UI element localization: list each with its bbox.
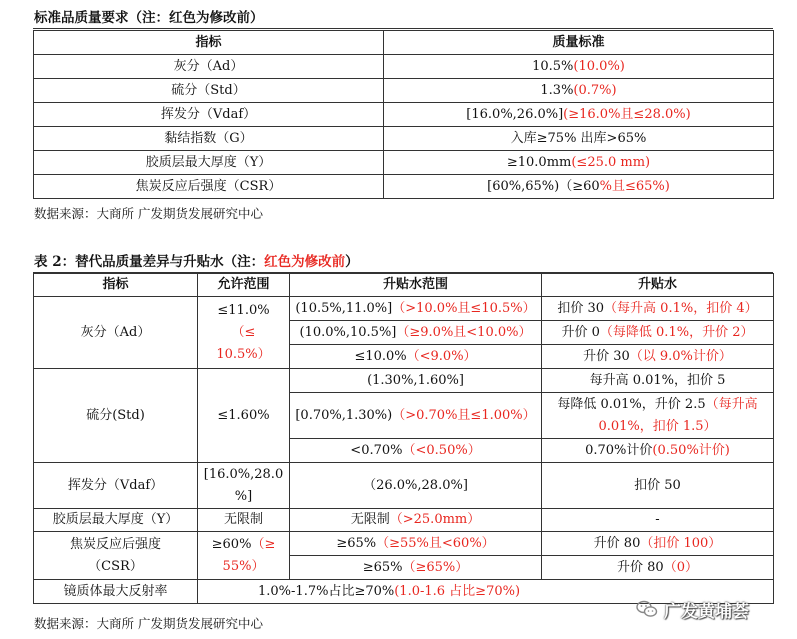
table2-mirror-value: 1.0%-1.7%占比≥70%(1.0-1.6 占比≥70%) (198, 580, 774, 604)
table2-ash-range-2: (10.0%,10.5%]（≥9.0%且<10.0%） (290, 321, 542, 345)
table2-sulfur-premium-2: 每降低 0.01%，升价 2.5（每升高 0.01%，扣价 1.5） (542, 393, 774, 439)
table2-y-range: 无限制（>25.0mm） (290, 509, 542, 532)
table1-row-y-value: ≥10.0mm(≤25.0 mm) (384, 151, 774, 175)
watermark (636, 596, 786, 622)
table2-csr-premium-1: 升价 80（扣价 100） (542, 532, 774, 556)
table1-row-volatile-value: [16.0%,26.0%](≥16.0%且≤28.0%) (384, 103, 774, 127)
table2-csr-range-2: ≥65%（≥65%） (290, 556, 542, 580)
table1-row-volatile-name: 挥发分（Vdaf） (34, 103, 384, 127)
table2-ash-allow: ≤11.0% （≤ 10.5%） (198, 297, 290, 369)
table2-header-indicator: 指标 (34, 274, 198, 297)
table2 (33, 273, 774, 604)
table2-sulfur-range-2: [0.70%,1.30%)（>0.70%且≤1.00%） (290, 393, 542, 439)
table1 (33, 30, 774, 199)
table2-source: 数据来源：大商所 广发期货发展研究中心 (34, 616, 263, 631)
table1-row-csr-name: 焦炭反应后强度（CSR） (34, 175, 384, 199)
wechat-icon (636, 600, 658, 618)
table1-row-csr-value: [60%,65%)（≥60%且≤65%) (384, 175, 774, 199)
table2-ash-premium-1: 扣价 30（每升高 0.1%，扣价 4） (542, 297, 774, 321)
table2-vdaf-range: （26.0%,28.0%] (290, 463, 542, 509)
table2-caption: 表 2：替代品质量差异与升贴水（注：红色为修改前） (34, 254, 359, 270)
table2-sulfur-range-3: <0.70%（<0.50%） (290, 439, 542, 463)
table2-sulfur-name: 硫分(Std) (34, 369, 198, 463)
table2-header-allow: 允许范围 (198, 274, 290, 297)
table2-ash-range-3: ≤10.0%（<9.0%） (290, 345, 542, 369)
table2-header-premium: 升贴水 (542, 274, 774, 297)
table1-top-rule (33, 28, 773, 29)
table2-ash-premium-3: 升价 30（以 9.0%计价） (542, 345, 774, 369)
table2-mirror-name: 镜质体最大反射率 (34, 580, 198, 604)
table2-y-allow: 无限制 (198, 509, 290, 532)
table1-caption: 标准品质量要求（注：红色为修改前） (34, 10, 264, 26)
table1-header-standard: 质量标准 (384, 31, 774, 55)
table2-vdaf-premium: 扣价 50 (542, 463, 774, 509)
table2-sulfur-range-1: (1.30%,1.60%] (290, 369, 542, 393)
table2-y-name: 胶质层最大厚度（Y） (34, 509, 198, 532)
table1-row-sulfur-name: 硫分（Std） (34, 79, 384, 103)
table2-vdaf-allow: [16.0%,28.0 %] (198, 463, 290, 509)
table2-csr-allow: ≥60%（≥ 55%） (198, 532, 290, 580)
table2-csr-range-1: ≥65%（≥55%且<60%） (290, 532, 542, 556)
table1-row-g-name: 黏结指数（G） (34, 127, 384, 151)
watermark-text: 广发黄埔荟 (664, 601, 749, 622)
table2-ash-premium-2: 升价 0（每降低 0.1%，升价 2） (542, 321, 774, 345)
table2-sulfur-premium-1: 每升高 0.01%，扣价 5 (542, 369, 774, 393)
table1-header-indicator: 指标 (34, 31, 384, 55)
table2-vdaf-name: 挥发分（Vdaf） (34, 463, 198, 509)
table2-csr-name: 焦炭反应后强度 （CSR） (34, 532, 198, 580)
table1-row-y-name: 胶质层最大厚度（Y） (34, 151, 384, 175)
table2-sulfur-allow: ≤1.60% (198, 369, 290, 463)
table2-sulfur-premium-3: 0.70%计价(0.50%计价) (542, 439, 774, 463)
table2-y-premium: - (542, 509, 774, 532)
table1-row-g-value: 入库≥75% 出库>65% (384, 127, 774, 151)
table1-row-sulfur-value: 1.3%(0.7%) (384, 79, 774, 103)
table1-source: 数据来源：大商所 广发期货发展研究中心 (34, 206, 263, 221)
table1-row-ash-value: 10.5%(10.0%) (384, 55, 774, 79)
table2-csr-premium-2: 升价 80（0） (542, 556, 774, 580)
table1-row-ash-name: 灰分（Ad） (34, 55, 384, 79)
table2-ash-range-1: (10.5%,11.0%]（>10.0%且≤10.5%） (290, 297, 542, 321)
table2-ash-name: 灰分（Ad） (34, 297, 198, 369)
table2-header-range: 升贴水范围 (290, 274, 542, 297)
